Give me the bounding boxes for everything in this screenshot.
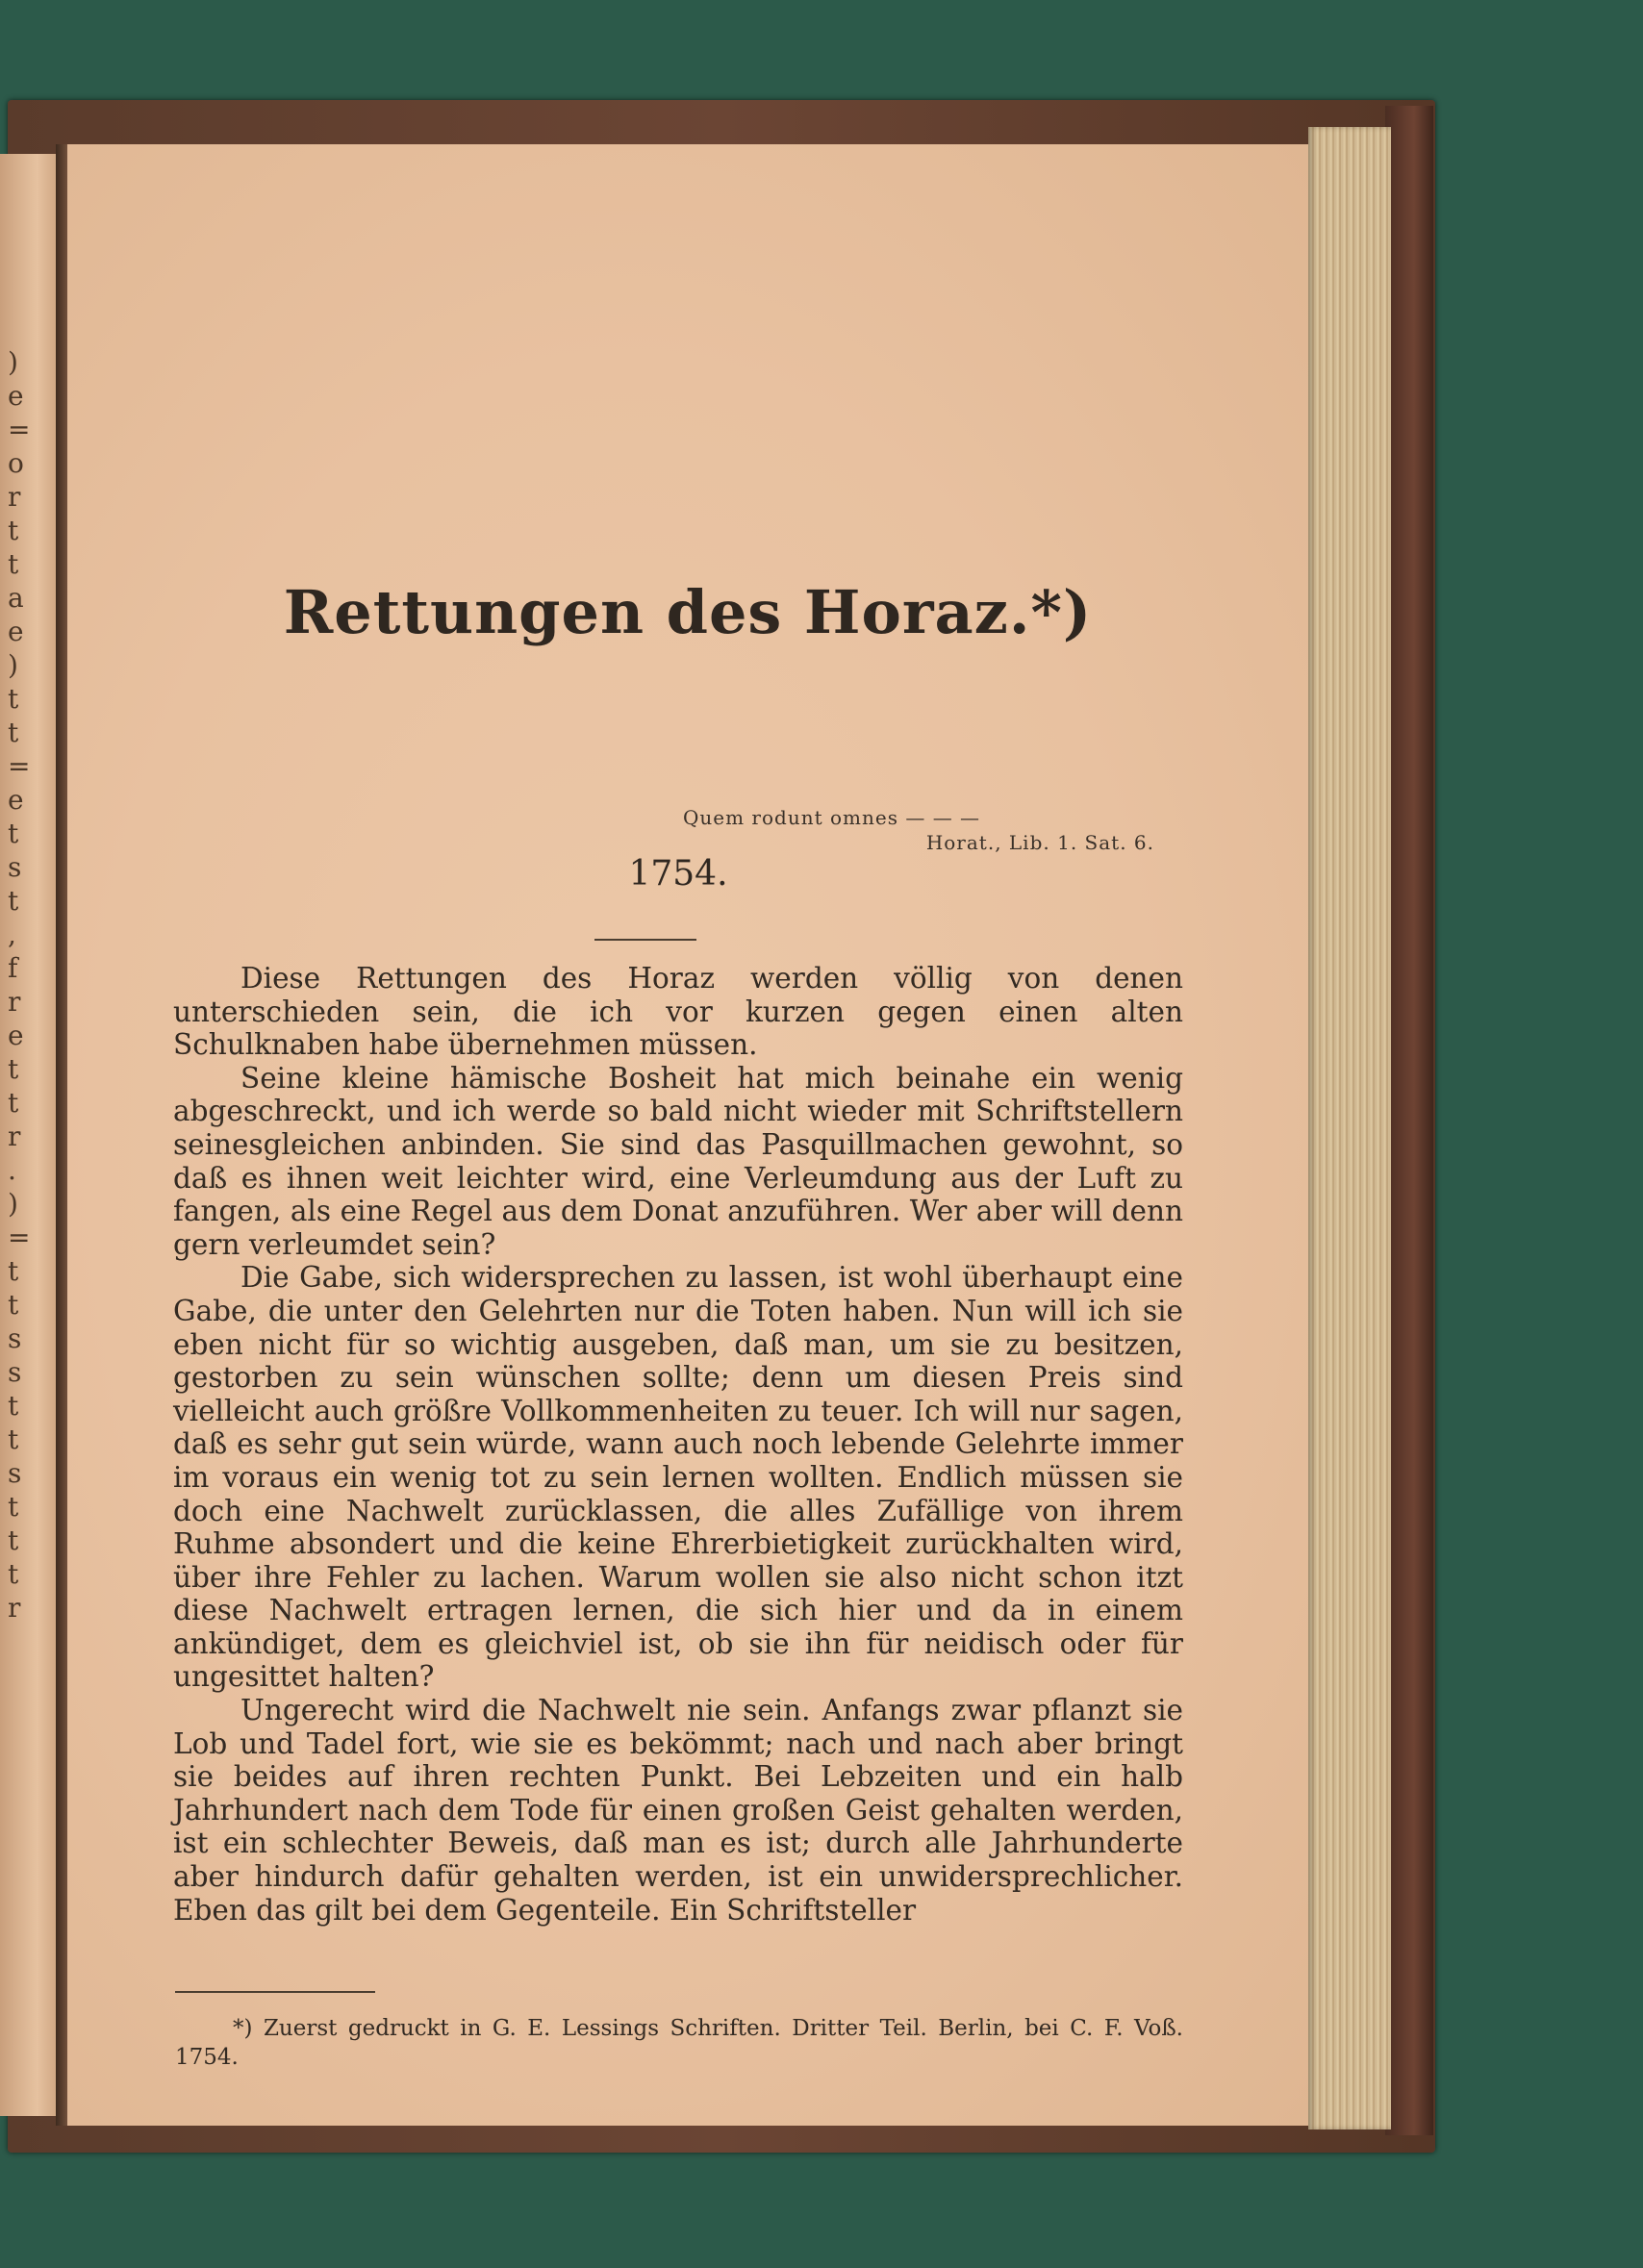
- left-page-edge-glyph: ): [8, 346, 18, 378]
- left-page-edge-glyph: s: [8, 1457, 22, 1489]
- left-page-edge-glyph: r: [8, 986, 21, 1018]
- left-page-edge-glyph: t: [8, 1390, 19, 1422]
- left-page-edge-glyph: t: [8, 1491, 19, 1523]
- left-page-edge-glyph: e: [8, 784, 24, 816]
- left-page-edge-glyph: =: [8, 1222, 31, 1253]
- book-page: [67, 144, 1308, 2126]
- left-page-edge-glyph: t: [8, 885, 19, 917]
- left-page-edge-glyph: f: [8, 952, 18, 984]
- left-page-edge-glyph: t: [8, 1289, 19, 1321]
- left-page-edge-glyph: o: [8, 447, 24, 479]
- left-page-edge-glyph: ,: [8, 919, 16, 950]
- left-page-edge-glyph: t: [8, 548, 19, 580]
- left-page-edge-glyph: =: [8, 750, 31, 782]
- left-page-edge-glyph: t: [8, 683, 19, 715]
- left-page-edge-glyph: .: [8, 1154, 16, 1186]
- body-text: [173, 962, 1183, 1927]
- left-page-edge-glyph: t: [8, 515, 19, 546]
- footnote-divider: [175, 1991, 375, 1993]
- left-page-edge-glyph: r: [8, 481, 21, 513]
- left-page-edge-glyph: t: [8, 1424, 19, 1455]
- epigraph-quote: Quem rodunt omnes — — —: [683, 806, 981, 829]
- left-page-edge-glyph: t: [8, 1087, 19, 1119]
- section-divider: [594, 939, 696, 941]
- left-page-edge-glyph: t: [8, 1255, 19, 1287]
- left-page-edge-glyph: t: [8, 1558, 19, 1590]
- left-page-edge-glyph: e: [8, 380, 24, 412]
- left-page-edge-glyph: t: [8, 818, 19, 849]
- left-page-edge-glyph: s: [8, 1356, 22, 1388]
- left-page-edge-glyph: t: [8, 1053, 19, 1085]
- paragraph: Seine kleine hämische Bosheit hat mich beinahe ein wenig abgeschreckt, und ich werde so bald nicht wieder mit Schriftstellern seinesgleichen anbinden. Sie sind das Pasquillmachen gewohnt, so daß es ihnen weit leichter wird, eine Verleumdung aus der Luft zu fangen, als eine Regel aus dem Donat anzuführen. Wer aber will denn gern verleumdet sein?: [173, 1061, 1183, 1261]
- left-page-edge-glyph: r: [8, 1592, 21, 1624]
- left-page-edge-glyph: ): [8, 1188, 18, 1220]
- footnote: *) Zuerst gedruckt in G. E. Lessings Schriften. Dritter Teil. Berlin, bei C. F. Voß. 1754.: [175, 2016, 1183, 2070]
- year-heading: 1754.: [628, 854, 728, 894]
- left-page-edge-glyph: =: [8, 414, 31, 445]
- left-page-edge-glyph: ): [8, 649, 18, 681]
- epigraph-source: Horat., Lib. 1. Sat. 6.: [925, 831, 1154, 854]
- left-page-edge-glyph: t: [8, 1525, 19, 1556]
- page-fore-edge: [1308, 127, 1391, 2129]
- left-page-fragment: [0, 154, 62, 2116]
- paragraph: Diese Rettungen des Horaz werden völlig von denen unterschieden sein, die ich vor kurzen gegen einen alten Schulknaben habe übernehmen müssen.: [173, 962, 1183, 1062]
- left-page-edge-glyph: s: [8, 1323, 22, 1354]
- left-page-edge-glyph: s: [8, 851, 22, 883]
- paragraph: Die Gabe, sich widersprechen zu lassen, ist wohl überhaupt eine Gabe, die unter den Gelehrten nur die Toten haben. Nun will ich sie eben nicht für so wichtig ausgeben, daß man, um sie zu besitzen, gestorben zu sein wünschen sollte; denn um diesen Preis sind vielleicht auch größre Vollkommenheiten zu teuer. Ich will nur sagen, daß es sehr gut sein würde, wann auch noch lebende Gelehrte immer im voraus ein wenig tot zu sein lernen wollten. Endlich müssen sie doch eine Nachwelt zurücklassen, die alles Zufällige von ihrem Ruhme absondert und die keine Ehrerbietigkeit zurückhalten wird, über ihre Fehler zu lachen. Warum wollen sie also nicht schon itzt diese Nachwelt ertragen lernen, die sich hier und da in einem ankündiget, dem es gleichviel ist, ob sie ihn für neidisch oder für ungesittet halten?: [173, 1261, 1183, 1694]
- left-page-edge-glyph: t: [8, 717, 19, 748]
- paragraph: Ungerecht wird die Nachwelt nie sein. Anfangs zwar pflanzt sie Lob und Tadel fort, wie sie es bekömmt; nach und nach aber bringt sie beides auf ihren rechten Punkt. Bei Lebzeiten und ein halb Jahrhundert nach dem Tode für einen großen Geist gehalten werden, ist ein schlechter Beweis, daß man es ist; durch alle Jahrhunderte aber hindurch dafür gehalten werden, ist ein unwidersprechlicher. Eben das gilt bei dem Gegenteile. Ein Schriftsteller: [173, 1694, 1183, 1927]
- left-page-edge-glyph: a: [8, 582, 24, 614]
- page-title: Rettungen des Horaz.*): [283, 577, 1093, 647]
- left-page-edge-glyph: e: [8, 1020, 24, 1051]
- book-binding-edge: [1385, 106, 1433, 2135]
- left-page-edge-glyph: r: [8, 1121, 21, 1152]
- left-page-edge-glyph: e: [8, 616, 24, 647]
